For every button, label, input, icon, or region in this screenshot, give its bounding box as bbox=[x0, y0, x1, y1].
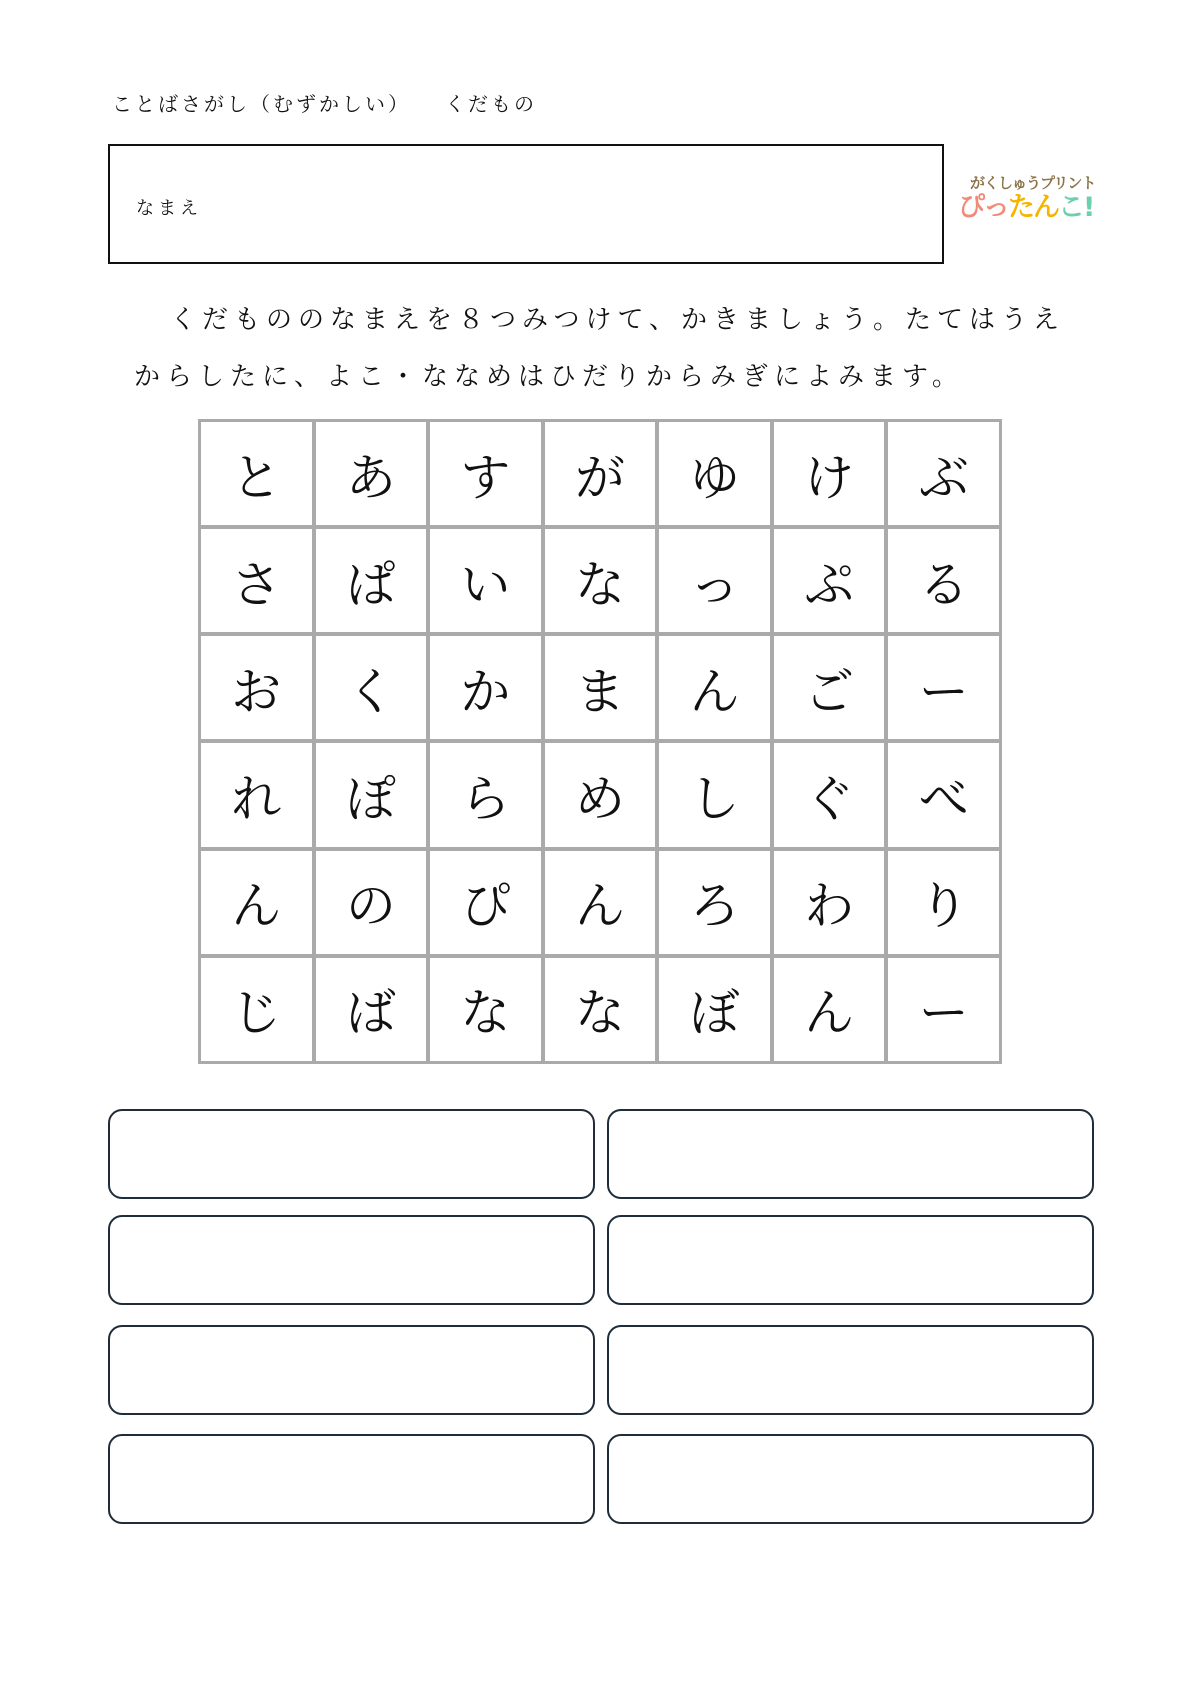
grid-cell[interactable]: く bbox=[314, 634, 429, 741]
grid-cell[interactable]: す bbox=[428, 420, 543, 527]
logo-part: たん bbox=[1008, 192, 1058, 223]
word-search-grid bbox=[198, 419, 1002, 1064]
grid-cell[interactable]: と bbox=[199, 420, 314, 527]
grid-cell[interactable]: ぷ bbox=[772, 527, 887, 634]
answer-box[interactable] bbox=[607, 1325, 1094, 1415]
grid-cell[interactable]: け bbox=[772, 420, 887, 527]
grid-cell[interactable]: ま bbox=[543, 634, 658, 741]
logo-part: ぴっ bbox=[958, 192, 1008, 223]
grid-cell[interactable]: あ bbox=[314, 420, 429, 527]
grid-cell[interactable]: ぐ bbox=[772, 741, 887, 848]
grid-cell[interactable]: ぴ bbox=[428, 849, 543, 956]
answer-box[interactable] bbox=[108, 1325, 595, 1415]
grid-cell[interactable]: ご bbox=[772, 634, 887, 741]
grid-cell[interactable]: べ bbox=[886, 741, 1001, 848]
grid-cell[interactable]: な bbox=[543, 527, 658, 634]
grid-cell[interactable]: な bbox=[543, 956, 658, 1063]
grid-cell[interactable]: が bbox=[543, 420, 658, 527]
answer-box[interactable] bbox=[607, 1215, 1094, 1305]
grid-cell[interactable]: ら bbox=[428, 741, 543, 848]
grid-cell[interactable]: ぱ bbox=[314, 527, 429, 634]
grid-cell[interactable]: ぽ bbox=[314, 741, 429, 848]
grid-cell[interactable]: ぶ bbox=[886, 420, 1001, 527]
grid-cell[interactable]: っ bbox=[657, 527, 772, 634]
answer-box[interactable] bbox=[607, 1109, 1094, 1199]
grid-cell[interactable]: ん bbox=[199, 849, 314, 956]
grid-cell[interactable]: い bbox=[428, 527, 543, 634]
grid-cell[interactable]: め bbox=[543, 741, 658, 848]
name-field[interactable] bbox=[108, 144, 944, 264]
answer-box[interactable] bbox=[108, 1215, 595, 1305]
grid-cell[interactable]: ん bbox=[657, 634, 772, 741]
grid-cell[interactable]: じ bbox=[199, 956, 314, 1063]
answer-box[interactable] bbox=[108, 1434, 595, 1524]
instruction-line-1: くだもののなまえを８つみつけて、かきましょう。たてはうえ bbox=[170, 305, 1065, 335]
grid-cell[interactable]: お bbox=[199, 634, 314, 741]
grid-cell[interactable]: れ bbox=[199, 741, 314, 848]
logo-subtitle: がくしゅうプリント bbox=[970, 174, 1096, 192]
theme-text: くだもの bbox=[445, 92, 537, 116]
name-label: なまえ bbox=[136, 198, 202, 219]
instructions bbox=[134, 292, 1094, 406]
logo bbox=[958, 172, 1098, 242]
worksheet-title bbox=[112, 88, 571, 117]
grid-cell[interactable]: ん bbox=[772, 956, 887, 1063]
grid-cell[interactable]: か bbox=[428, 634, 543, 741]
logo-part: こ! bbox=[1058, 192, 1094, 223]
grid-cell[interactable]: ん bbox=[543, 849, 658, 956]
answer-box[interactable] bbox=[607, 1434, 1094, 1524]
grid-cell[interactable]: さ bbox=[199, 527, 314, 634]
grid-cell[interactable]: ば bbox=[314, 956, 429, 1063]
grid-cell[interactable]: ゆ bbox=[657, 420, 772, 527]
grid-cell[interactable]: の bbox=[314, 849, 429, 956]
grid-cell[interactable]: わ bbox=[772, 849, 887, 956]
answer-box[interactable] bbox=[108, 1109, 595, 1199]
grid-cell[interactable]: ー bbox=[886, 634, 1001, 741]
grid-cell[interactable]: ろ bbox=[657, 849, 772, 956]
title-text: ことばさがし（むずかしい） bbox=[112, 92, 411, 116]
grid-cell[interactable]: る bbox=[886, 527, 1001, 634]
grid-cell[interactable]: し bbox=[657, 741, 772, 848]
logo-title bbox=[958, 193, 1098, 223]
grid-cell[interactable]: な bbox=[428, 956, 543, 1063]
grid-cell[interactable]: ぼ bbox=[657, 956, 772, 1063]
grid-cell[interactable]: ー bbox=[886, 956, 1001, 1063]
grid-cell[interactable]: り bbox=[886, 849, 1001, 956]
instruction-line-2: からしたに、よこ・ななめはひだりからみぎによみます。 bbox=[134, 362, 964, 392]
